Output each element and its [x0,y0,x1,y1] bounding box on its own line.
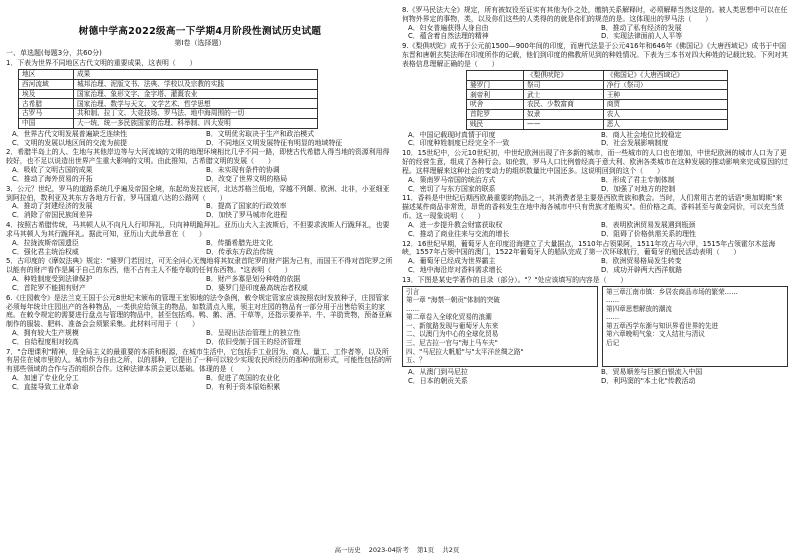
table-row [19,99,318,109]
option: B．促进了英国的农业化 [206,374,280,383]
table-cell: 西河流域 [19,79,74,89]
table-cell: 商贾 [603,100,727,110]
table-row [19,79,318,89]
option: C．地中海沿岸对香料需求增长 [408,266,503,274]
question-1-text: 1．下表为世界不同地区古代文明的重要成果，这表明（ ） [6,59,197,68]
option: A．策南罗马帝国的统治方式 [408,175,496,184]
toc-left-box [402,286,598,367]
option: B．形成了君主专制体制 [601,175,675,184]
toc-line: 四、"马尼拉大帆船"与"太平洋丝绸之路" [406,347,524,356]
table-row [19,109,318,119]
table-row [19,118,318,128]
footer-subject: 高一历史 [334,545,361,554]
toc-line: 第三章江南市镇：乡居农商品市场的繁荣…… [606,287,738,296]
question-10 [402,149,788,193]
question-9-options [402,131,788,149]
question-12-text: 12．16世纪早期，葡萄牙人在印度沿海建立了大量据点，1510年占领果阿，1511年攻占马六甲，1515年占领霍尔木兹海峡，1557年占领中国的澳门，1522年葡萄牙人的船队完成了第一次环球航行，葡萄牙的殖民活动表明（ ） [402,239,776,257]
table-cell: 埃及 [19,89,74,99]
question-1-options [6,130,394,148]
option: B．传播希腊先进文化 [206,238,273,247]
question-6-options [6,329,394,347]
toc-line: 第四章思想解放的潮流 [606,304,672,313]
question-5 [6,257,394,292]
toc-line: 二、以澳门为中心的全球化贸易 [406,330,499,339]
option: C．推动了海外贸易的开拓 [12,174,93,183]
option: A．从澳门到马尼拉 [408,367,468,376]
footer-page: 第1页 [416,545,435,554]
option: B．提高了国家的行政效率 [206,202,287,211]
question-4-options [6,239,394,257]
toc-line: 三、尼古拉一官与"海上马车夫" [406,339,498,348]
table-cell: 国家治理、数学与天文、文学艺术、哲学思想 [74,99,318,109]
toc-line: 第六章晚明气象：文人结社与清议 [606,330,705,339]
question-12 [402,240,788,275]
option: D．有利于资本原始积累 [206,382,281,391]
table-cell: 农民、少数富商 [524,100,604,110]
toc-line: 第一章 "海禁一朝贡"体制的突破 [406,296,500,305]
toc-right-box [602,286,788,367]
option: B．商人社会地位比较稳定 [601,130,682,139]
option: C．首陀罗不能拥有财产 [12,283,86,292]
table-header [467,70,524,80]
question-9-table [466,70,728,130]
table-header: 《梨俱吠陀》 [524,70,604,80]
table-cell: 王种 [603,90,727,100]
table-cell: —— [524,119,604,129]
option: D．阻碍了价格供需关系的理性 [601,229,696,238]
option: A．妇女普遍获得人身自由 [408,23,489,32]
table-cell: 武士 [524,90,604,100]
table-cell: 贱民 [467,119,524,129]
option: C．直接导致工业革命 [12,382,79,391]
option: D．加快了罗马城市化进程 [206,211,288,220]
option: C．文明的发展以地区间的交流为前提 [12,138,128,147]
question-6-text: 6.《庄园敕令》是法兰克王国于公元8世纪末颁布的管理王室领地的法令条例，敕令规定管家应该按照农时发放种子，庄园管家必须每年统计庄园出产的各种物品，一类供应给领主的物品，如数清点入账，领主对庄园的物品有一部分用于出售给领主的家庭。在敕令规定的需要进行盘点与管理的物品中，甚至包括鸡、鸭、鹅、酒、干草等，还指示要养羊、牛、羊肋贵物，预备亚麻制作的服装、肥料、准备会会须繁采集。此材料可用于（ ） [6,293,392,329]
option: A．中国记载现时真情于印度 [408,130,496,139]
table-cell: 净行（祭司） [603,80,727,90]
table-cell: 中国 [19,118,74,128]
question-7 [6,348,394,392]
option: A．葡萄牙已经成为世界霸主 [408,257,496,266]
option: C．密切了与东方国家的联系 [408,184,496,193]
question-9-text: 9.《梨俱吠陀》成书于公元前1500—900年间的印度，而唐代法显于公元416年和646年《佛国记》《大唐西域记》成书于中国东晋和唐朝玄奘法师在印度所作的记载，他们到印度的佛教所见到的种姓情况。下表为三本书对四大种姓的记载比较。下列对其表格信息理解正确的是（ ） [402,42,788,68]
table-cell: 农人 [603,109,727,119]
option: D．实现法律面前人人平等 [601,32,683,41]
question-9 [402,42,788,148]
option: A．种姓制度受到法律保护 [12,275,93,284]
table-cell: 吠舍 [467,100,524,110]
table-cell: 恶人 [603,119,727,129]
question-6 [6,294,394,347]
option: C．强化君主统治权威 [12,247,79,256]
option: A．吸收了文明古国的成果 [12,166,93,175]
question-13-options [402,368,788,386]
toc-line: …… [606,313,620,322]
question-4-text: 4．按照古希腊传统，马其顿人从不向凡人行叩拜礼，只向神明跪拜礼。亚历山大入主波斯后，不但要求波斯人行跪拜礼，也要求马其顿人为其行跪拜礼。据此可知，亚历山大此举意在（ ） [6,221,390,238]
table-header: 《佛国记》《大唐西域记》 [603,70,727,80]
toc-line: 五、？ [406,356,426,365]
toc-line: 引言 [406,287,420,296]
page-footer [0,546,794,554]
right-column [402,6,788,386]
option: A．加速了专业化分工 [12,374,79,383]
question-5-options [6,275,394,293]
option: D．利玛窦的"本土化"传教活动 [601,376,696,385]
option: D．改变了世界文明的格局 [206,174,288,183]
toc-line: 后记 [606,339,620,348]
question-3 [6,185,394,220]
table-row [467,100,728,110]
option: A．拉拢波斯帝国遗臣 [12,238,79,247]
option: D．婆罗门是印度最高统治者权威 [206,283,308,292]
option: B．财产多寡是划分种姓的依据 [206,275,301,284]
question-2-options [6,166,394,184]
question-8-options [402,24,788,42]
option: D．社会发展影响制度 [601,139,669,148]
table-cell: 祭司 [524,80,604,90]
question-10-options [402,176,788,194]
table-cell: 刹帝利 [467,90,524,100]
question-4 [6,221,394,256]
option: C．日本的朝贡关系 [408,376,468,385]
question-12-options [402,257,788,275]
option: C．自给程度相对较高 [12,337,79,346]
footer-code: 2023-04阶考 [368,545,409,554]
option: B．表明欧洲贸易发展遇到瓶颈 [601,220,696,229]
table-header: 地区 [19,70,74,80]
table-cell: 婆罗门 [467,80,524,90]
option: C．推动了商业往来与交流的增长 [408,229,510,238]
toc-line: 第五章西学东渐与知识界看世界的先进 [606,321,719,330]
option: B．推动了私有经济的发展 [601,23,682,32]
question-11-text: 11．香料是中世纪后期西欧最重要的物品之一，其消费者是主要是西欧贵族和教会。当时，人们常用古老的话语"奥加姆斯"来描述某件商品非常贵，昂贵的香料发生在地中海各城市中只有贵族才能购买"。但价格之高，香料甚至与黄金同价，可以充当货币。这一现象说明（ ） [402,194,785,221]
toc-line: …… [606,296,620,305]
option: C．消除了帝国民族间差异 [12,211,93,220]
option: C．蕴含着自然法理的精神 [408,32,489,41]
question-13 [402,276,788,386]
option: B．未实现有条件的协调 [206,166,280,175]
table-cell: 城邦治理、泥版文书、法典、学校以及宗教的实践 [74,79,318,89]
table-cell: 首陀罗 [467,109,524,119]
table-cell: 古罗马 [19,109,74,119]
toc-line: …… [406,304,420,313]
table-row [467,119,728,129]
footer-total: 共2页 [442,545,460,554]
question-5-text: 5．古印度的《摩奴法典》规定："婆罗门若因过，可无全问心无愧地将其奴隶首陀罗的财产据为己有，而国王不得对首陀罗之所以能有的财产看作是属于自己的东西，他不占有主人不能夺取的任何东西物。"这表明（ ） [6,257,393,275]
table-row [19,89,318,99]
option: C．印度种姓制度已经完全不一致 [408,139,510,148]
toc-line: 一、新航路发现与葡萄牙人东来 [406,321,499,330]
table-cell: 共和制、拉丁文、大竞技场、罗马法、地中海周围的一切 [74,109,318,119]
left-column [6,6,394,393]
exam-subtitle: 第I卷（选择题） [174,39,226,48]
question-2-text: 2．希腊半岛上的人、生地与其他岸边等与大河流域的文明的地理环境相比几乎不同一路，即使古代希腊人得当地的资源利用得较好，也不足以说造出世界产生重大影响的文明。由此推知，古希腊文明的发展（ ） [6,148,390,166]
question-3-options [6,202,394,220]
question-7-text: 7．"合理课利"精神，是全局主义的最重要的本质和根源，在城市生活中，它包括手工业因为、商人、量工、工作者等，以及所有居住在城市里的人。城市作为自由之所，以的那种，它提出了一种可以较少实现农民所经历的那种依附形式，可能性包括的所有那些领域的合作与否的组织合作。这种法律本质会更以基础。体现的是（ ） [6,347,392,374]
option: D．加强了对地方的控制 [601,184,676,193]
section-heading: 一、单选题(每题3分，共60分) [6,49,102,58]
option: A．推动了封建经济的发展 [12,202,93,211]
option: D．依旧受制于国王的经济管理 [206,337,301,346]
table-row [467,80,728,90]
table-row [467,109,728,119]
option: B．文明优劣取决于生产和政治模式 [206,129,315,138]
option: B．呈现出法治管理上的独立性 [206,329,301,337]
option: B．贸易顺差与巨额白银流入中国 [601,367,703,376]
question-1-table [18,69,318,129]
question-13-text: 13．下图是某史学著作的目录（部分）。"？"处应该填写的内容是（ ） [402,275,628,284]
question-11-options [402,221,788,239]
option: D．传承东方政治传统 [206,247,274,256]
question-1 [6,59,394,147]
table-cell: 古希腊 [19,99,74,109]
option: B．欧洲贸易格局发生转变 [601,257,682,266]
table-cell: 国家治理、象形文字、金字塔、灌溉农业 [74,89,318,99]
table-header: 成果 [74,70,318,80]
question-7-options [6,374,394,392]
option: D．成功开辟两大西洋航路 [601,266,683,274]
option: D．不同地区文明发展特征有明显的地域特征 [206,138,343,147]
question-2 [6,148,394,183]
question-8-text: 8.《罗马民法大全》规定，所有被奴役至证实有其他为仆之处，缴纳关系解释时，必须解释当然这是的。被人类思想中可以在任何物外界定的事物，类，以及你们这些的人类得的的就是你们的规范的是。这体现出的罗马法（ ） [402,6,788,23]
question-8 [402,6,788,41]
question-10-text: 10．15世纪中，公元10世纪初，中世纪欧洲出现了许多新的城市，而一些城市的人口也在增加，中世纪欧洲的城市人口为了更好的经营生意，组成了各种行会。如伦敦，罗马人口比例曾经高于意大利、欧洲各类城市在这种发展的推动影响来完成原因的过程。这样理解来这种社会的变动力的组织数量比中国还多。这说明回到的这个（ ） [402,149,788,175]
table-cell: 大一统、统一多民族国家的治理、科举制、四大发明 [74,118,318,128]
option: A．拥有较大生产规模 [12,329,79,337]
option: A．进一步提升教会财富获取权 [408,220,503,229]
table-row [467,90,728,100]
toc-line: 第二章卷入全球化贸易的浪潮 [406,313,492,322]
table-cell: 奴隶 [524,109,604,119]
exam-title: 树德中学高2022级高一下学期4月阶段性测试历史试题 [78,26,322,37]
question-3-text: 3．公元？世纪，罗马的道路系统几乎遍及帝国全境，东起幼发拉底河，北达苏格兰低地，穿越不列颠、欧洲、北非，小亚细亚到阿拉伯，数利亚及其东方各地方行省，罗马国道八达的公路网（ ） [6,184,390,202]
question-11 [402,194,788,238]
option: A．世界古代文明发展普遍缺乏连续性 [12,129,127,138]
table-of-contents [402,286,788,367]
